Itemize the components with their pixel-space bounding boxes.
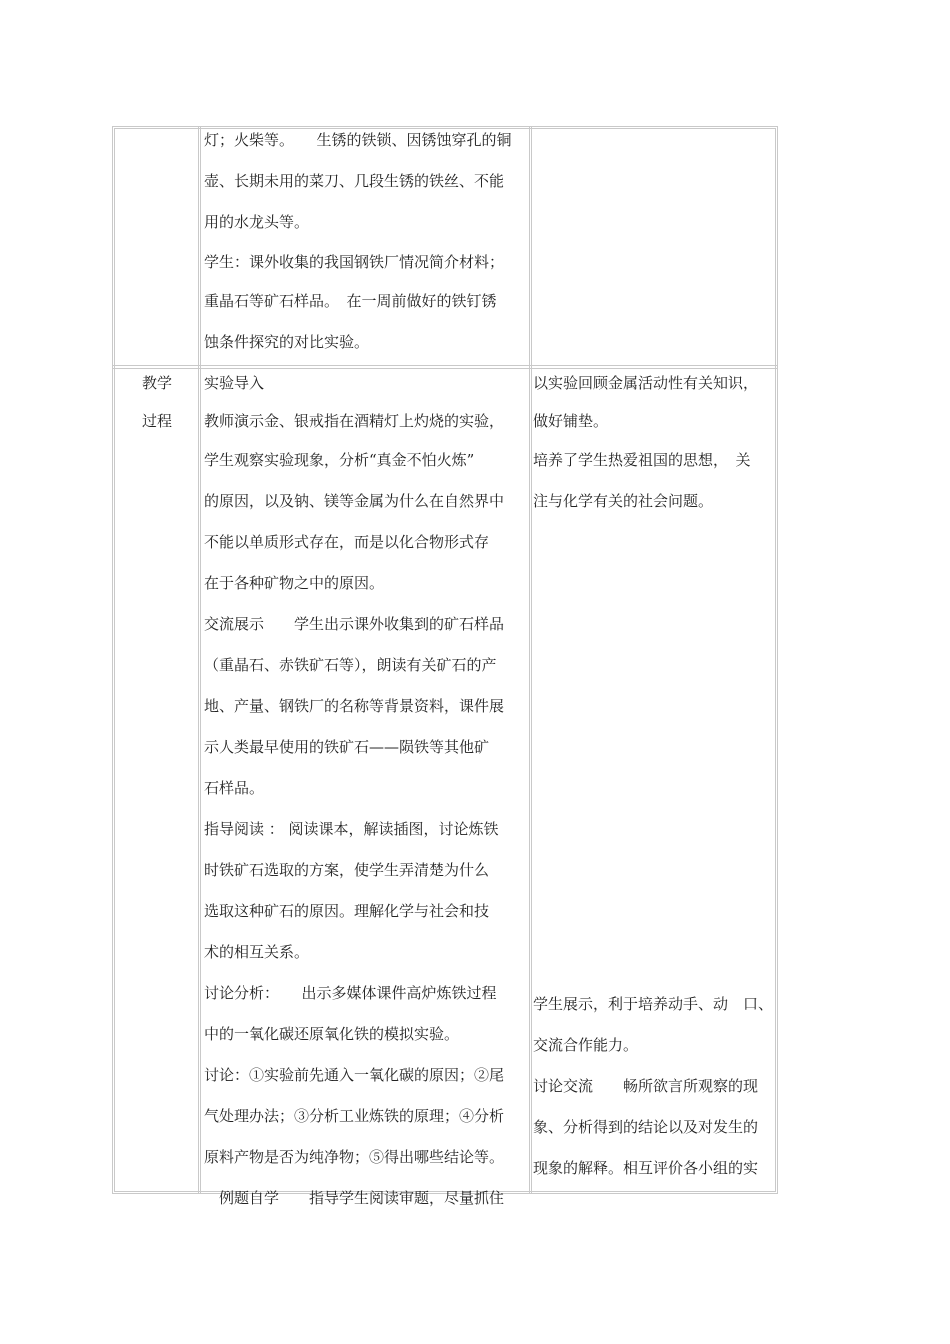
process-line: 示人类最早使用的铁矿石——陨铁等其他矿 [204, 738, 490, 756]
process-line: 术的相互关系。 [204, 943, 310, 961]
row1-line: 壶、长期未用的菜刀、几段生锈的铁丝、不能 [204, 172, 505, 190]
process-line: 地、产量、钢铁厂的名称等背景资料，课件展 [204, 697, 505, 715]
column-divider-2 [529, 126, 532, 1194]
process-line: 讨论分析： 出示多媒体课件高炉炼铁过程 [204, 984, 497, 1002]
process-line: 讨论：①实验前先通入一氧化碳的原因；②尾 [204, 1066, 505, 1084]
process-line: 石样品。 [204, 779, 265, 797]
process-line: 不能以单质形式存在，而是以化合物形式存 [204, 533, 490, 551]
note-line: 做好铺垫。 [533, 412, 609, 430]
process-line: 交流展示 学生出示课外收集到的矿石样品 [204, 615, 505, 633]
note-line: 现象的解释。相互评价各小组的实 [533, 1159, 759, 1177]
note-line: 注与化学有关的社会问题。 [533, 492, 714, 510]
note-line: 象、分析得到的结论以及对发生的 [533, 1118, 759, 1136]
process-line: 选取这种矿石的原因。理解化学与社会和技 [204, 902, 490, 920]
process-line: 的原因，以及钠、镁等金属为什么在自然界中 [204, 492, 505, 510]
process-line: （重晶石、赤铁矿石等），朗读有关矿石的产 [204, 656, 497, 674]
row-label: 教学 [142, 374, 173, 392]
row2-notes-top [533, 364, 777, 522]
row1-line: 用的水龙头等。 [204, 213, 310, 231]
process-line: 实验导入 [204, 374, 265, 392]
row2-content-cell [204, 364, 528, 1219]
note-line: 讨论交流 畅所欲言所观察的现 [533, 1077, 759, 1095]
row1-line: 重晶石等矿石样品。 在一周前做好的铁钉锈 [204, 292, 497, 310]
process-line: 气处理办法；③分析工业炼铁的原理；④分析 [204, 1107, 505, 1125]
process-line: 时铁矿石选取的方案，使学生弄清楚为什么 [204, 861, 490, 879]
row2-notes-bottom [533, 984, 777, 1189]
row2-label-cell [142, 364, 192, 440]
row-label: 过程 [142, 412, 173, 430]
process-line: 中的一氧化碳还原氧化铁的模拟实验。 [204, 1025, 460, 1043]
note-line: 交流合作能力。 [533, 1036, 639, 1054]
row1-line: 灯；火柴等。 生锈的铁锁、因锈蚀穿孔的铜 [204, 131, 512, 149]
process-line: 例题自学 指导学生阅读审题，尽量抓住 [204, 1189, 505, 1207]
process-line: 原料产物是否为纯净物；⑤得出哪些结论等。 [204, 1148, 505, 1166]
note-line: 以实验回顾金属活动性有关知识， [533, 374, 759, 392]
column-divider-1 [198, 126, 201, 1194]
process-line: 在于各种矿物之中的原因。 [204, 574, 385, 592]
row1-line: 学生：课外收集的我国钢铁厂情况简介材料； [204, 253, 505, 271]
process-line: 教师演示金、银戒指在酒精灯上灼烧的实验， [204, 412, 505, 430]
row1-line: 蚀条件探究的对比实验。 [204, 333, 370, 351]
row1-content-cell [204, 120, 528, 363]
note-line: 学生展示，利于培养动手、动 口、 [533, 995, 774, 1013]
note-line: 培养了学生热爱祖国的思想， 关 [533, 451, 751, 469]
process-line: 指导阅读 ： 阅读课本，解读插图，讨论炼铁 [204, 820, 499, 838]
process-line: 学生观察实验现象，分析“真金不怕火炼” [204, 451, 475, 469]
